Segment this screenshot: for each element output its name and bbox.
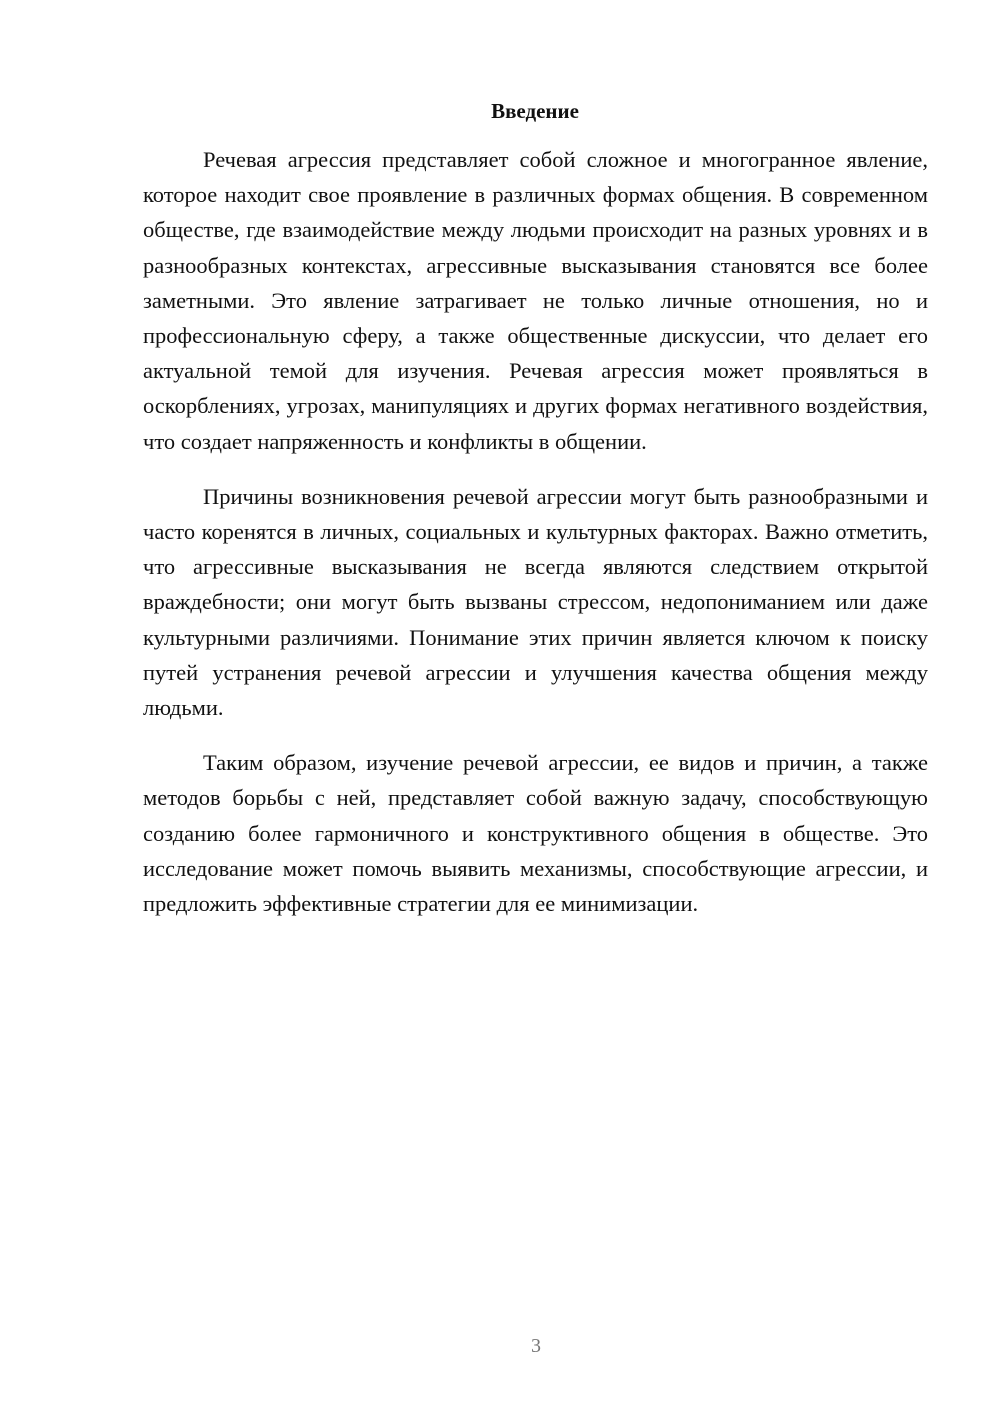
page-number: 3	[531, 1335, 541, 1357]
body-text	[143, 142, 928, 941]
paragraph-3: Таким образом, изучение речевой агрессии, ее видов и причин, а также методов борьбы с ней, представляет собой важную задачу, способствующую созданию более гармоничного и конструктивного общения в обществе. Это исследование может помочь выявить механизмы, способствующие агрессии, и предложить эффективные стратегии для ее минимизации.	[143, 750, 928, 917]
paragraph-1: Речевая агрессия представляет собой сложное и многогранное явление, которое находит свое проявление в различных формах общения. В современном обществе, где взаимодействие между людьми происходит на разных уровнях и в разнообразных контекстах, агрессивные высказывания становятся все более заметными. Это явление затрагивает не только личные отношения, но и профессиональную сферу, а также общественные дискуссии, что делает его актуальной темой для изучения. Речевая агрессия может проявляться в оскорблениях, угрозах, манипуляциях и других формах негативного воздействия, что создает напряженность и конфликты в общении.	[143, 147, 928, 454]
paragraph-2: Причины возникновения речевой агрессии могут быть разнообразными и часто коренятся в личных, социальных и культурных факторах. Важно отметить, что агрессивные высказывания не всегда являются следствием открытой враждебности; они могут быть вызваны стрессом, недопониманием или даже культурными различиями. Понимание этих причин является ключом к поиску путей устранения речевой агрессии и улучшения качества общения между людьми.	[143, 483, 928, 721]
section-title: Введение	[491, 99, 579, 123]
